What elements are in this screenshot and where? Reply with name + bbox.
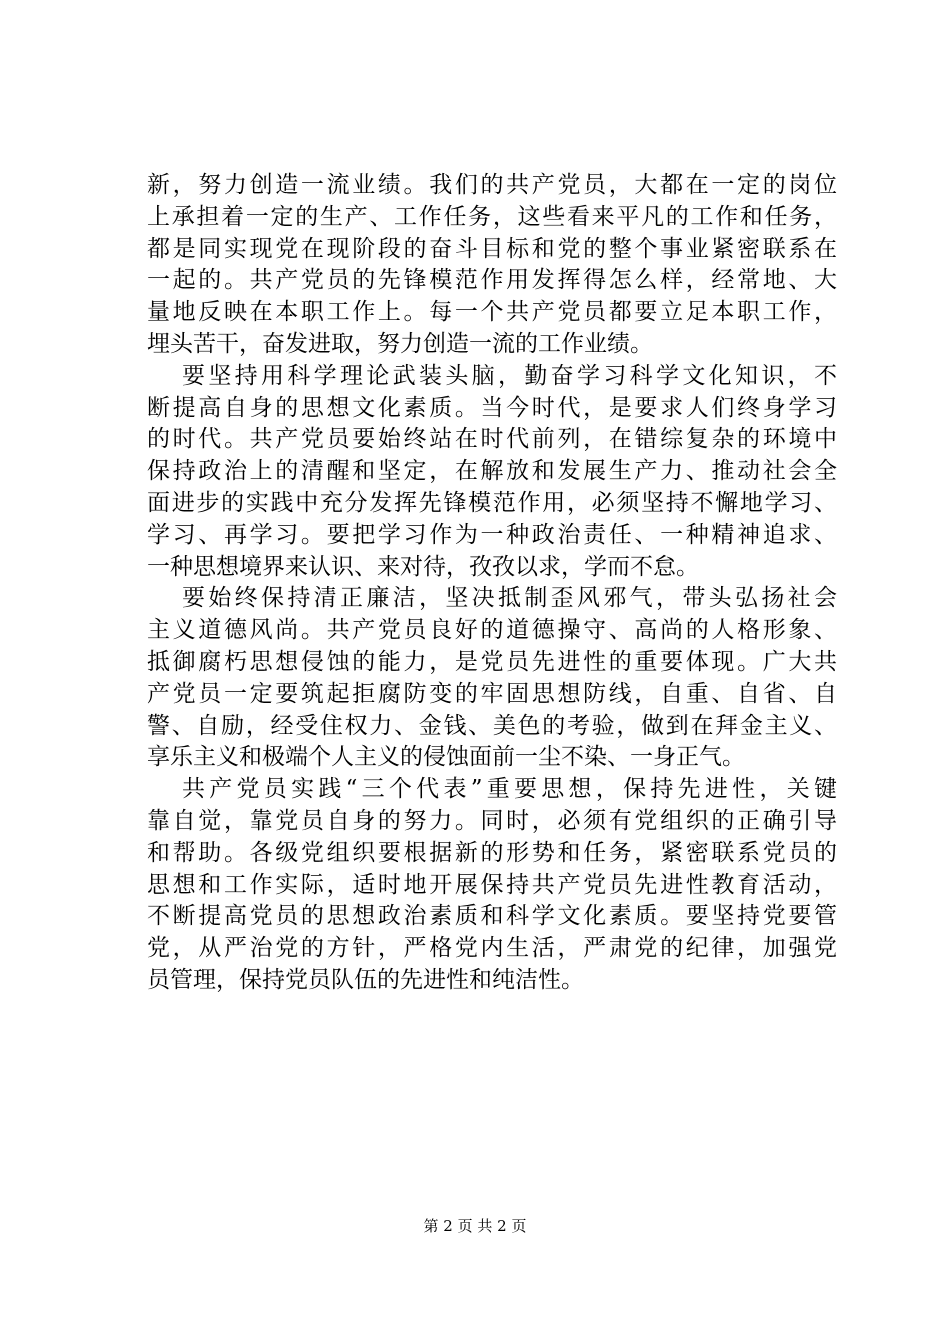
text-line: 上承担着一定的生产、工作任务，这些看来平凡的工作和任务， <box>147 203 837 230</box>
text-line: 一种思想境界来认识、来对待，孜孜以求，学而不怠。 <box>147 553 699 580</box>
text-line: 员管理，保持党员队伍的先进性和纯洁性。 <box>147 966 584 993</box>
document-body <box>147 170 837 997</box>
text-line: 要坚持用科学理论武装头脑，勤奋学习科学文化知识，不 <box>182 362 837 389</box>
text-line: 都是同实现党在现阶段的奋斗目标和党的整个事业紧密联系在 <box>147 235 837 262</box>
text-line: 面进步的实践中充分发挥先锋模范作用，必须坚持不懈地学习、 <box>147 489 837 516</box>
paragraph-1 <box>147 170 837 361</box>
text-line: 学习、再学习。要把学习作为一种政治责任、一种精神追求、 <box>147 521 837 548</box>
text-line: 党，从严治党的方针，严格党内生活，严肃党的纪律，加强党 <box>147 935 837 962</box>
text-line: 思想和工作实际，适时地开展保持共产党员先进性教育活动， <box>147 871 837 898</box>
text-line: 警、自励，经受住权力、金钱、美色的考验，做到在拜金主义、 <box>147 712 837 739</box>
text-line: 新，努力创造一流业绩。我们的共产党员，大都在一定的岗位 <box>147 172 837 198</box>
page-number-footer: 第 2 页 共 2 页 <box>423 1217 527 1235</box>
text-line: 的时代。共产党员要始终站在时代前列，在错综复杂的环境中 <box>147 426 837 453</box>
text-line: 断提高自身的思想文化素质。当今时代，是要求人们终身学习 <box>147 394 837 421</box>
text-line: 抵御腐朽思想侵蚀的能力，是党员先进性的重要体现。广大共 <box>147 648 837 675</box>
text-line: 保持政治上的清醒和坚定，在解放和发展生产力、推动社会全 <box>147 458 837 485</box>
text-line: 共产党员实践“三个代表”重要思想，保持先进性，关键 <box>182 776 837 803</box>
text-line: 靠自觉，靠党员自身的努力。同时，必须有党组织的正确引导 <box>147 807 837 834</box>
text-line: 要始终保持清正廉洁，坚决抵制歪风邪气，带头弘扬社会 <box>182 585 837 612</box>
text-line: 量地反映在本职工作上。每一个共产党员都要立足本职工作， <box>147 299 837 326</box>
text-line: 埋头苦干，奋发进取，努力创造一流的工作业绩。 <box>147 330 653 357</box>
paragraph-3 <box>147 583 837 774</box>
paragraph-4 <box>147 774 837 997</box>
paragraph-2 <box>147 361 837 584</box>
text-line: 享乐主义和极端个人主义的侵蚀面前一尘不染、一身正气。 <box>147 744 745 771</box>
text-line: 和帮助。各级党组织要根据新的形势和任务，紧密联系党员的 <box>147 839 837 866</box>
text-line: 主义道德风尚。共产党员良好的道德操守、高尚的人格形象、 <box>147 617 837 644</box>
text-line: 不断提高党员的思想政治素质和科学文化素质。要坚持党要管 <box>147 903 837 930</box>
text-line: 产党员一定要筑起拒腐防变的牢固思想防线，自重、自省、自 <box>147 680 837 707</box>
text-line: 一起的。共产党员的先锋模范作用发挥得怎么样，经常地、大 <box>147 267 837 294</box>
